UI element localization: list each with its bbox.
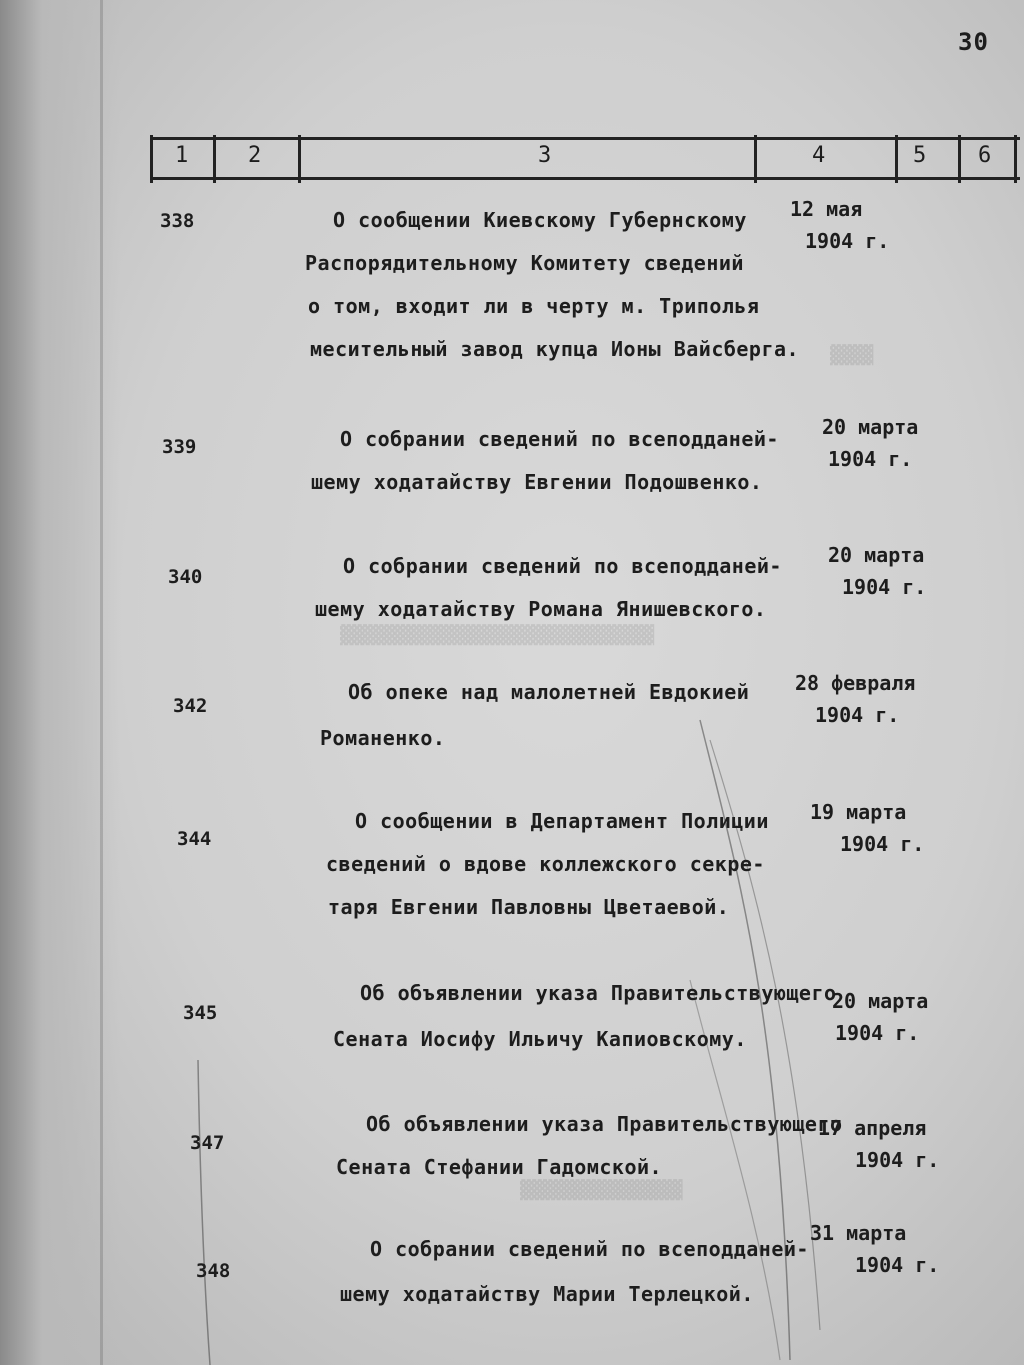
entry-number: 345 <box>183 1002 218 1024</box>
entry-date: 19 марта <box>810 800 907 824</box>
entry-text-line: сведений о вдове коллежского секре- <box>326 852 765 876</box>
entry-date-year: 1904 г. <box>835 1021 920 1045</box>
entry-text-line: Романенко. <box>320 726 446 750</box>
header-divider <box>298 135 301 183</box>
bleed-through: ▓▓▓▓▓▓▓▓▓▓▓▓▓▓▓ <box>520 1180 683 1201</box>
entry-date: 20 марта <box>828 543 925 567</box>
page-number: 30 <box>958 28 989 56</box>
entry-text-line: месительный завод купца Ионы Вайсберга. <box>310 337 800 361</box>
page-fold <box>100 0 103 1365</box>
column-header: 5 <box>913 143 927 168</box>
entry-date-year: 1904 г. <box>805 229 890 253</box>
bleed-through: ▓▓▓▓ <box>830 345 874 366</box>
entry-number: 340 <box>168 566 203 588</box>
entry-date-year: 1904 г. <box>842 575 927 599</box>
header-top-rule <box>150 137 1020 140</box>
entry-text-line: Сената Иосифу Ильичу Капиовскому. <box>333 1027 747 1051</box>
entry-number: 342 <box>173 695 208 717</box>
column-header: 3 <box>538 143 552 168</box>
entry-number: 338 <box>160 210 195 232</box>
entry-text-line: таря Евгении Павловны Цветаевой. <box>328 895 730 919</box>
entry-text-line: О собрании сведений по всеподданей- <box>370 1237 809 1261</box>
entry-text-line: Об опеке над малолетней Евдокией <box>348 680 750 704</box>
entry-text-line: о том, входит ли в черту м. Триполья <box>308 294 760 318</box>
header-divider <box>150 135 153 183</box>
entry-text-line: О сообщении в Департамент Полиции <box>355 809 769 833</box>
header-divider <box>895 135 898 183</box>
entry-date: 20 марта <box>832 989 929 1013</box>
entry-text-line: шему ходатайству Романа Янишевского. <box>315 597 767 621</box>
column-header: 1 <box>175 143 189 168</box>
entry-number: 344 <box>177 828 212 850</box>
entry-text-line: шему ходатайству Евгении Подошвенко. <box>311 470 763 494</box>
entry-date: 31 марта <box>810 1221 907 1245</box>
column-header: 6 <box>978 143 992 168</box>
entry-date-year: 1904 г. <box>815 703 900 727</box>
column-header: 2 <box>248 143 262 168</box>
entry-text-line: О сообщении Киевскому Губернскому <box>333 208 747 232</box>
bleed-through: ▓▓▓▓▓▓▓▓▓▓▓▓▓▓▓▓▓▓▓▓▓▓▓▓▓▓▓▓▓ <box>340 625 655 646</box>
entry-text-line: О собрании сведений по всеподданей- <box>340 427 779 451</box>
entry-text-line: шему ходатайству Марии Терлецкой. <box>340 1282 754 1306</box>
entry-date: 28 февраля <box>795 671 916 695</box>
entry-date-year: 1904 г. <box>840 832 925 856</box>
entry-text-line: Об объявлении указа Правительствующего <box>360 981 837 1005</box>
column-header-row <box>150 137 1020 183</box>
entry-text-line: Об объявлении указа Правительствующего <box>366 1112 843 1136</box>
header-divider <box>754 135 757 183</box>
header-divider <box>958 135 961 183</box>
entry-text-line: Распорядительному Комитету сведений <box>305 251 744 275</box>
entry-number: 348 <box>196 1260 231 1282</box>
entry-text-line: О собрании сведений по всеподданей- <box>343 554 782 578</box>
entry-number: 347 <box>190 1132 225 1154</box>
column-header: 4 <box>812 143 826 168</box>
entry-date: 12 мая <box>790 197 863 221</box>
header-divider <box>1014 135 1017 183</box>
entry-date-year: 1904 г. <box>855 1253 940 1277</box>
header-bottom-rule <box>150 177 1020 180</box>
entry-text-line: Сената Стефании Гадомской. <box>336 1155 663 1179</box>
entry-date-year: 1904 г. <box>828 447 913 471</box>
entry-date: 17 апреля <box>818 1116 927 1140</box>
entry-number: 339 <box>162 436 197 458</box>
entry-date-year: 1904 г. <box>855 1148 940 1172</box>
header-divider <box>213 135 216 183</box>
entry-date: 20 марта <box>822 415 919 439</box>
